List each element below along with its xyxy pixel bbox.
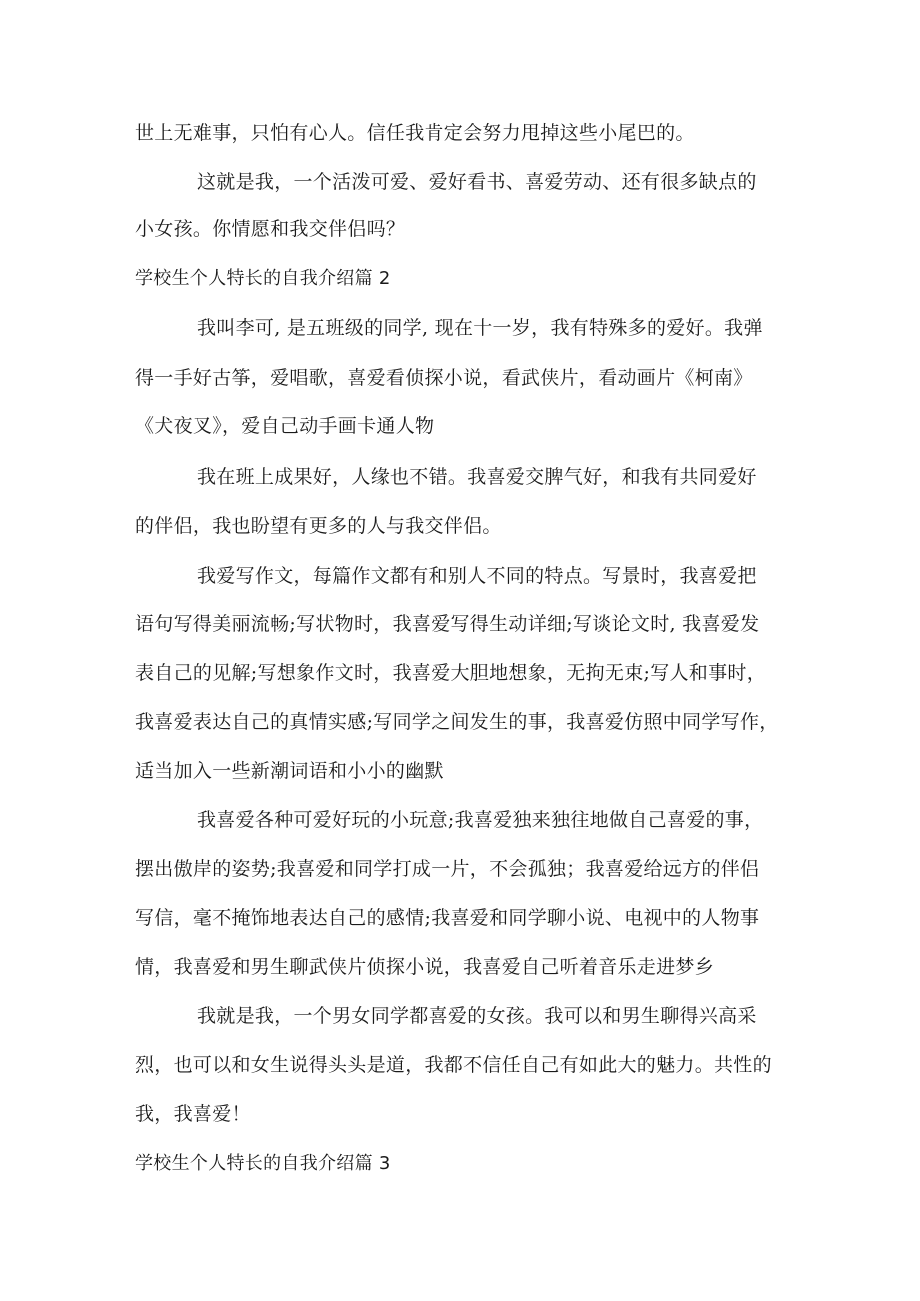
paragraph-line: 摆出傲岸的姿势;我喜爱和同学打成一片，不会孤独；我喜爱给远方的伴侣 [135,858,760,880]
paragraph-line: 情，我喜爱和男生聊武侠片侦探小说，我喜爱自己听着音乐走进梦乡 [135,956,715,978]
paragraph-line: 我就是我，一个男女同学都喜爱的女孩。我可以和男生聊得兴高采 [197,1005,757,1027]
paragraph-line: 得一手好古筝，爱唱歌，喜爱看侦探小说，看武侠片，看动画片《柯南》 [135,367,753,389]
paragraph-line: 世上无难事，只怕有心人。信任我肯定会努力甩掉这些小尾巴的。 [135,122,695,144]
paragraph-line: 语句写得美丽流畅;写状物时，我喜爱写得生动详细;写谈论文时, 我喜爱发 [135,613,760,635]
paragraph-line: 小女孩。你情愿和我交伴侣吗？ [135,218,406,240]
paragraph-line: 适当加入一些新潮词语和小小的幽默 [135,760,444,782]
paragraph-line: 我喜爱表达自己的真情实感;写同学之间发生的事，我喜爱仿照中同学写作， [135,711,779,733]
paragraph-line: 写信，毫不掩饰地表达自己的感情;我喜爱和同学聊小说、电视中的人物事 [135,907,760,929]
paragraph-line: 烈，也可以和女生说得头头是道，我都不信任自己有如此大的魅力。共性的 [135,1054,772,1076]
section-heading: 学校生个人特长的自我介绍篇 2 [135,268,391,289]
paragraph-line: 的伴侣，我也盼望有更多的人与我交伴侣。 [135,515,502,537]
paragraph-line: 我喜爱各种可爱好玩的小玩意;我喜爱独来独往地做自己喜爱的事， [197,809,764,831]
paragraph-line: 我在班上成果好，人缘也不错。我喜爱交脾气好，和我有共同爱好 [197,466,757,488]
paragraph-line: 我叫李可, 是五班级的同学, 现在十一岁，我有特殊多的爱好。我弹 [197,317,763,339]
paragraph-line: 表自己的见解;写想象作文时，我喜爱大胆地想象，无拘无束;写人和事时， [135,662,767,684]
section-heading: 学校生个人特长的自我介绍篇 3 [135,1153,391,1174]
paragraph-line: 《犬夜叉》，爱自己动手画卡通人物 [135,415,435,437]
paragraph-line: 这就是我，一个活泼可爱、爱好看书、喜爱劳动、还有很多缺点的 [197,171,757,193]
paragraph-line: 我爱写作文，每篇作文都有和别人不同的特点。写景时，我喜爱把 [197,565,757,587]
paragraph-line: 我，我喜爱！ [135,1103,251,1125]
